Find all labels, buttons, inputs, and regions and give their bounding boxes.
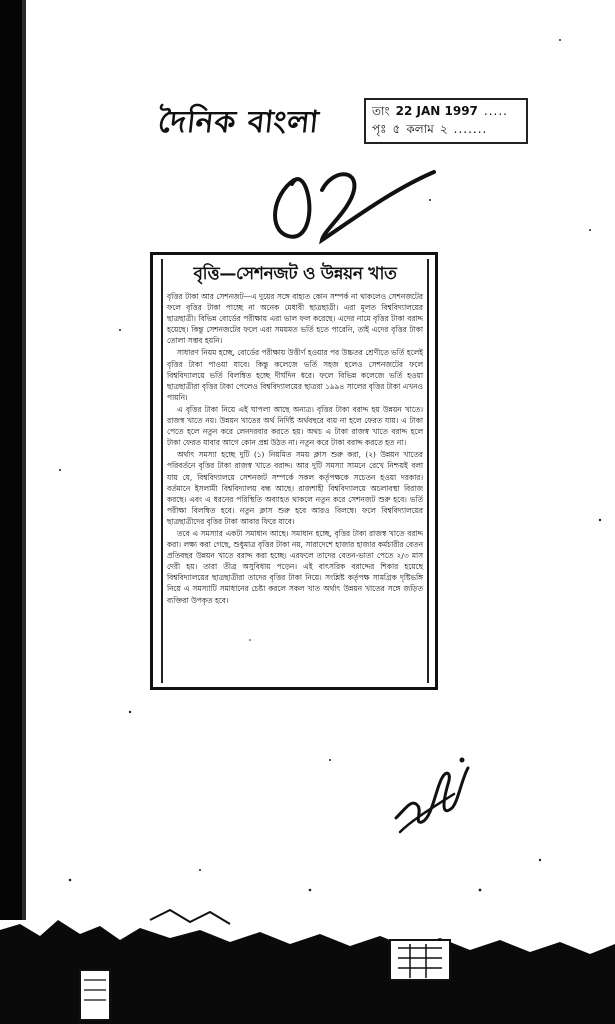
scan-left-edge-shadow — [22, 0, 26, 920]
clipping-body — [161, 259, 429, 683]
handwritten-signature — [392, 748, 472, 848]
handwritten-number — [262, 150, 442, 250]
stamp-date-label: তাং — [372, 104, 390, 118]
stamp-column-label: কলাম — [406, 122, 434, 136]
article-headline: বৃত্তি—সেশনজট ও উন্নয়ন খাত — [193, 264, 397, 284]
article-paragraph: তবে এ সমস্যার একটা সমাধান আছে। সমাধান হচ্ছে, বৃত্তির টাকা রাজস্ব খাতে বরাদ্দ করা। লক্ষ্য করা গেছে, শুধুমাত্র বৃত্তির টাকা নয়, সারাদেশে হাজার হাজার কর্মচারীর বেতন প্রতিবছর উন্নয়ন খাতে বরাদ্দ করা হচ্ছে। এরফলে তাদের বেতন-ভাতা পেতে ২/৩ মাস দেরী হয়। তারা তীব্র অসুবিধায় পড়েন। এই বাৎসরিক বরাদ্দের শিকার হয়েছে বিশ্ববিদ্যালয়ের ছাত্রছাত্রীরা তাদের বৃত্তির টাকা নিয়ে। সংশ্লিষ্ট কর্তৃপক্ষ সামগ্রিক দৃষ্টিভঙ্গি নিয়ে এ সমস্যাটি সমাধানের চেষ্টা করলে সকল খাত অর্থাৎ উন্নয়ন খাতের সঙ্গে জড়িত ব্যক্তিরা উপকৃত হবে। — [167, 528, 423, 605]
article-paragraph: এ বৃত্তির টাকা নিয়ে এই ঘাপলা আছে অন্যত্র। বৃত্তির টাকা বরাদ্দ হয় উন্নয়ন খাতে। রাজস্ব খাতে নয়। উন্নয়ন খাতের অর্থ নির্দিষ্ট অর্থবছরে ব্যয় না হলে ফেরত যায়। এ টাকা পেতে হলে নতুন করে লেনদরবার করতে হয়। অথচ এ টাকা রাজস্ব খাতে বরাদ্দ হলে টাকা ফেরত যাবার আগে কোন প্রশ্ন উঠত না। নতুন করে টাকা বরাদ্দ করতে হত না। — [167, 404, 423, 448]
newspaper-masthead: দৈনিক বাংলা — [156, 105, 322, 140]
stamp-column-value: ২ — [439, 122, 448, 136]
stamp-page-label: পৃঃ — [372, 122, 387, 136]
torn-paper-bottom — [0, 900, 615, 1024]
stamp-page-row — [372, 120, 520, 138]
stamp-page-value: ৫ — [392, 122, 401, 136]
scan-left-edge — [0, 0, 22, 920]
stamp-dots-2: ....... — [453, 122, 488, 136]
article-paragraph: অর্থাৎ সমস্যা হচ্ছে দুটি (১) নিয়মিত সময় ক্লাস শুরু করা, (২) উন্নয়ন খাতের পরিবর্তনে বৃত্তির টাকা রাজস্ব খাতে বরাদ্দ। আর দুটি সমস্যা সামনে রেখে নিশ্চয়ই বলা যায় যে, বিশ্ববিদ্যালয়ে সেশনজট সম্পর্কে সকল কর্তৃপক্ষকে সচেতন হওয়া দরকার। বর্তমানে ইসলামী বিশ্ববিদ্যালয় বন্ধ আছে। রাজশাহী বিশ্ববিদ্যালয়ে অচলাবস্থা বিরাজ করছে। এবং এ ধরনের পরিস্থিতি অব্যাহত থাকলে নতুন করে সেশনজট শুরু হবে। ভর্তি পরীক্ষা বিলম্বিত হবে। নতুন ক্লাস শুরু হবে আরও বিলম্বে। ফলে বিশ্ববিদ্যালয়ের ছাত্রছাত্রীদের বৃত্তির টাকা আবার ফিরে যাবে। — [167, 450, 423, 526]
article-paragraph: সাধারণ নিয়ম হচ্ছে, বোর্ডের পরীক্ষায় উত্তীর্ণ হওয়ার পর উচ্চতর শ্রেণীতে ভর্তি হলেই বৃত্তির টাকা পাওয়া যাবে। কিন্তু কলেজে ভর্তি সহজ হলেও সেশনজটের ফলে বিশ্ববিদ্যালয়ে ভর্তি বিলম্বিত হচ্ছে দীর্ঘদিন ধরে। ফলে বিভিন্ন কলেজে ভর্তি হওয়া ছাত্রছাত্রীরা বৃত্তির টাকা পেলেও বিশ্ববিদ্যালয়ের ছাত্ররা ১৯৯৪ সালের বৃত্তির টাকা এখনও পায়নি। — [167, 348, 423, 402]
news-clipping — [150, 252, 438, 690]
stamp-date-row — [372, 102, 520, 120]
stamp-date-value: 22 JAN 1997 — [395, 104, 478, 118]
date-stamp — [364, 98, 528, 144]
article-paragraph: বৃত্তির টাকা আর সেশনজট—এ দুয়ের সঙ্গে বাহ্যত কোন সম্পর্ক না থাকলেও সেশনজটের ফলে বৃত্তির টাকা পাচ্ছে না অনেক মেধাবী ছাত্রছাত্রী। এরা মূলত বিশ্ববিদ্যালয়ের ছাত্রছাত্রী। বিভিন্ন বোর্ডের পরীক্ষায় এরা ভাল ফল করেছে। এদের নামে বৃত্তির টাকা বরাদ্দ হয়েছে। কিন্তু সেশনজটের ফলে এরা সময়মত ভর্তি হতে পারেনি, তাই এদের বৃত্তির টাকা তোলা সম্ভব হয়নি। — [167, 292, 423, 346]
stamp-dots: ..... — [483, 104, 508, 118]
